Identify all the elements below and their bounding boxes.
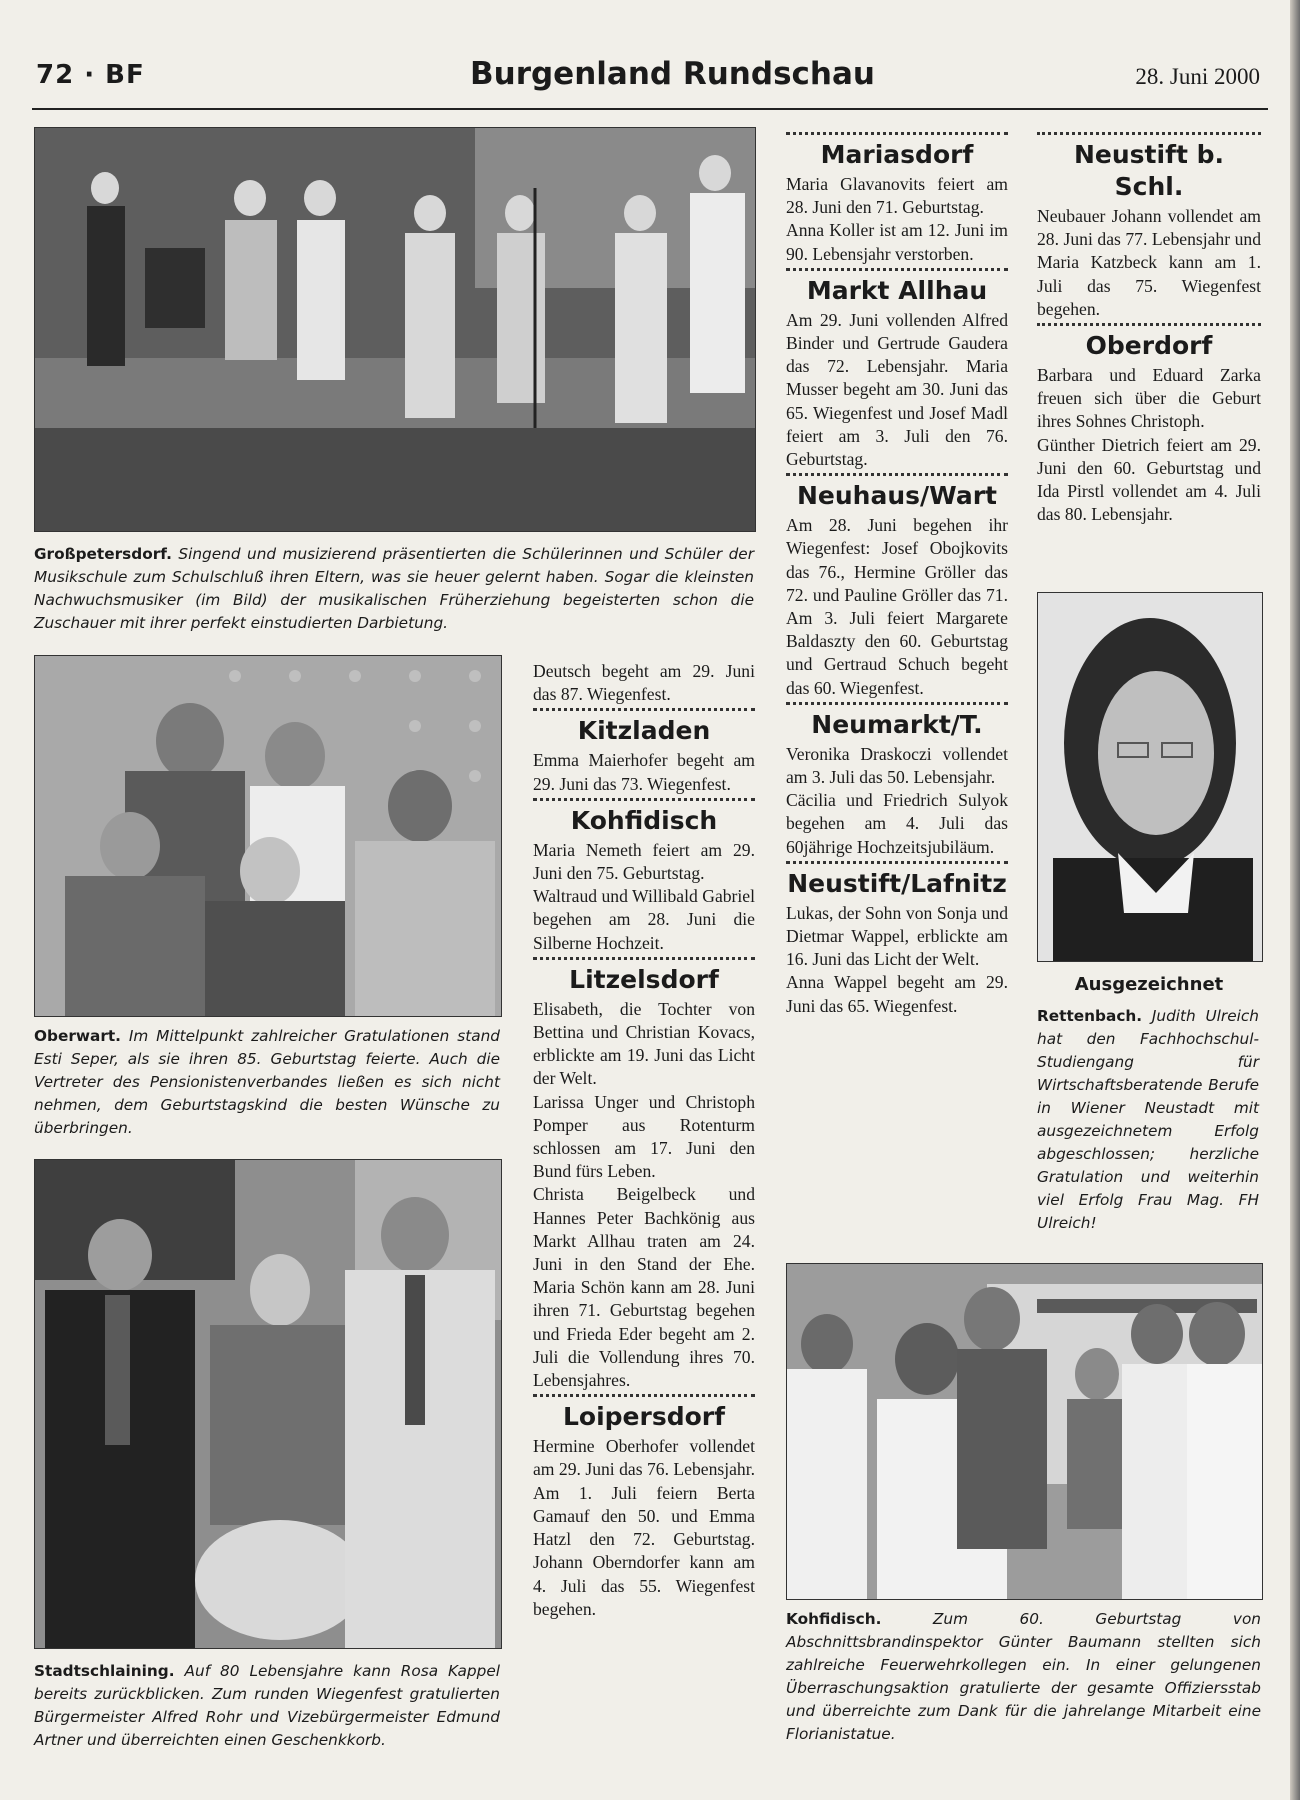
continued-text: Deutsch begeht am 29. Juni das 87. Wiegenfest. [533,661,755,705]
notice: Cäcilia und Friedrich Sulyok begehen am 4. Juli das 60jährige Hochzeitsjubiläum. [786,790,1008,857]
dotted-rule [1037,323,1261,326]
notice: Christa Beigelbeck und Hannes Peter Bachkönig aus Markt Allhau traten am 24. Juni in den Stand der Ehe. Maria Schön kann am 28. Juni ihren 71. Geburtstag begehen und Frieda Eder begeht am 2. Juli die Vollendung ihres 70. Lebensjahres. [533,1184,755,1391]
newspaper-title: Burgenland Rundschau [470,56,875,92]
heading-neumarkt: Neumarkt/T. [811,709,983,739]
heading-neustift-schl: Neustift b. Schl. [1074,140,1224,201]
heading-neuhaus-wart: Neuhaus/Wart [797,481,997,511]
caption-place: Großpetersdorf. [34,545,172,563]
notice: Larissa Unger und Christoph Pomper aus Rotenturm schlossen am 17. Juni den Bund fürs Leben. [533,1091,755,1182]
ausgezeichnet-title: Ausgezeichnet [1074,974,1224,995]
caption-ausgezeichnet [1037,1005,1259,1235]
dotted-rule [786,702,1008,705]
column-5 [1037,130,1261,526]
photo-stadtschlaining [34,1159,502,1649]
dotted-rule [533,708,755,711]
notice: Anna Wappel begeht am 29. Juni das 65. Wiegenfest. [786,972,1008,1016]
caption-kohfidisch [786,1608,1261,1746]
dotted-rule [786,268,1008,271]
notice: Hermine Oberhofer vollendet am 29. Juni das 76. Lebensjahr. Am 1. Juli feiern Berta Gamauf den 50. und Emma Hatzl den 72. Geburtstag. Johann Oberndorfer kann am 4. Juli das 55. Wiegenfest begehen. [533,1436,755,1619]
issue-date: 28. Juni 2000 [1135,64,1260,89]
dotted-rule [786,132,1008,135]
column-3 [533,660,755,1621]
photo-oberwart [34,655,502,1017]
notice: Am 28. Juni begehen ihr Wiegenfest: Josef Obojkovits das 76., Hermine Gröller das 72. und Pauline Gröller das 71. Am 3. Juli feiert Margarete Baldaszty den 60. Geburtstag und Gertraud Schuch begeht das 60. Wiegenfest. [786,515,1008,698]
notice: Am 29. Juni vollenden Alfred Binder und Gertrude Gaudera das 72. Lebensjahr. Maria Musser begeht am 30. Juni das 65. Wiegenfest und Josef Madl feiert am 3. Juli den 76. Geburtstag. [786,309,1008,470]
heading-neustift-lafnitz: Neustift/Lafnitz [787,868,1007,898]
dotted-rule [786,861,1008,864]
caption-text: Auf 80 Lebensjahre kann Rosa Kappel bereits zurückblicken. Zum runden Wiegenfest gratulierten Bürgermeister Alfred Rohr und Vizebürgermeister Edmund Artner und überreichten einen Geschenkkorb. [34,1662,500,1749]
notice: Lukas, der Sohn von Sonja und Dietmar Wappel, erblickte am 16. Juni das Licht der Welt. [786,902,1008,970]
page-number: 72 · BF [36,60,145,90]
scan-edge [1290,0,1300,1800]
photo-grosspetersdorf [34,127,756,532]
caption-text: Singend und musizierend präsentierten die Schülerinnen und Schüler der Musikschule zum Schulschluß ihren Eltern, was sie heuer gelernt haben. Sogar die kleinsten Nachwuchsmusiker (im Bild) der musikalischen Früherziehung begeisterten schon die Zuschauer mit ihrer perfekt einstudierten Darbietung. [34,545,754,632]
caption-place: Rettenbach. [1037,1007,1143,1025]
notice: Maria Glavanovits feiert am 28. Juni den 71. Geburtstag. [786,174,1008,218]
notice: Waltraud und Willibald Gabriel begehen am 28. Juni die Silberne Hochzeit. [533,886,755,953]
heading-markt-allhau: Markt Allhau [806,275,988,305]
heading-kitzladen: Kitzladen [577,716,711,746]
caption-place: Kohfidisch. [786,1610,882,1628]
caption-text: Judith Ulreich hat den Fachhochschul-Studiengang für Wirtschaftsberatende Berufe in Wiener Neustadt mit ausgezeichnetem Erfolg abgeschlossen; herzliche Gratulation und weiterhin viel Erfolg Frau Mag. FH Ulreich! [1037,1007,1259,1232]
heading-litzelsdorf: Litzelsdorf [569,964,719,994]
notice: Veronika Draskoczi vollendet am 3. Juli das 50. Lebensjahr. [786,743,1008,788]
header-rule [32,108,1268,110]
caption-stadtschlaining [34,1660,500,1752]
column-4 [786,130,1008,1018]
heading-mariasdorf: Mariasdorf [820,140,974,169]
photo-kohfidisch [786,1263,1263,1600]
caption-grosspetersdorf [34,543,754,635]
caption-place: Oberwart. [34,1027,121,1045]
dotted-rule [533,957,755,960]
heading-oberdorf: Oberdorf [1085,331,1213,361]
notice: Emma Maierhofer begeht am 29. Juni das 73. Wiegenfest. [533,750,755,794]
dotted-rule [533,798,755,801]
dotted-rule [1037,132,1261,135]
caption-place: Stadtschlaining. [34,1662,175,1680]
photo-portrait-ulreich [1037,592,1263,962]
dotted-rule [533,1394,755,1397]
notice: Günther Dietrich feiert am 29. Juni den 60. Geburtstag und Ida Pirstl vollendet am 4. Juli das 80. Lebensjahr. [1037,434,1261,525]
caption-text: Zum 60. Geburtstag von Abschnittsbrandinspektor Günter Baumann stellten sich zahlreiche Feuerwehrkollegen ein. In einer gelungenen Überraschungsaktion gratulierte der gesamte Offiziersstab und überreichte zum Dank für die jahrelange Mitarbeit eine Florianistatue. [786,1610,1261,1743]
notice: Barbara und Eduard Zarka freuen sich über die Geburt ihres Sohnes Christoph. [1037,365,1261,432]
heading-loipersdorf: Loipersdorf [562,1402,725,1432]
dotted-rule [786,473,1008,476]
notice: Neubauer Johann vollendet am 28. Juni das 77. Lebensjahr und Maria Katzbeck kann am 1. Juli das 75. Wiegenfest begehen. [1037,206,1261,319]
notice: Elisabeth, die Tochter von Bettina und Christian Kovacs, erblickte am 19. Juni das Licht der Welt. [533,998,755,1089]
caption-oberwart [34,1025,500,1140]
notice: Anna Koller ist am 12. Juni im 90. Lebensjahr verstorben. [786,220,1008,264]
notice: Maria Nemeth feiert am 29. Juni den 75. Geburtstag. [533,839,755,884]
caption-text: Im Mittelpunkt zahlreicher Gratulationen stand Esti Seper, als sie ihren 85. Geburtstag feierte. Auch die Vertreter des Pensionistenverbandes ließen es sich nicht nehmen, dem Geburtstagskind die besten Wünsche zu überbringen. [34,1027,500,1137]
heading-kohfidisch: Kohfidisch [570,805,718,835]
